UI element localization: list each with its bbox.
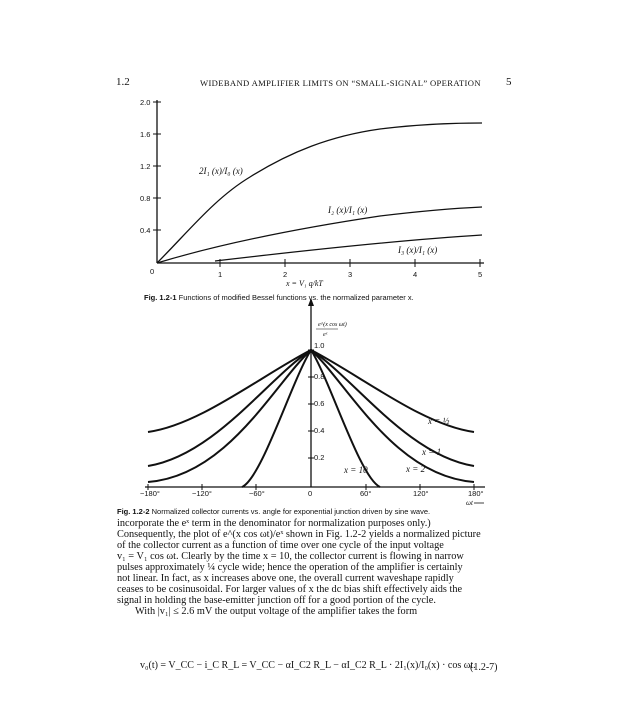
figure-1-plot [140, 98, 484, 288]
fig2-ytick-0.4: 0.4 [314, 426, 325, 435]
body-line: of the collector current as a function of time over one cycle of the input voltage [117, 540, 444, 551]
fig2-x-axis-label: ωt [466, 499, 473, 507]
label-x-10: x = 10 [344, 465, 368, 475]
fig2-xtick-120: 120° [413, 489, 429, 498]
page-number: 5 [506, 76, 512, 88]
fig2-xtick-60: 60° [360, 489, 372, 498]
figure-1-caption-text: Functions of modified Bessel functions vs. the normalized parameter x. [178, 293, 414, 302]
fig2-y-title-numerator: e^(x cos ωt) [318, 322, 347, 328]
fig2-ytick-0.8: 0.8 [314, 372, 325, 381]
running-header-title: WIDEBAND AMPLIFIER LIMITS ON “SMALL-SIGNAL” OPERATION [200, 78, 481, 88]
body-line: not linear. In fact, as x increases above one, the overall current waveshape rapidly [117, 573, 454, 584]
fig1-ytick-0.4: 0.4 [140, 226, 151, 235]
fig2-ytick-0.6: 0.6 [314, 399, 325, 408]
label-x-half: x = ½ [428, 416, 450, 426]
body-line: With |v₁| ≤ 2.6 mV the output voltage of the amplifier takes the form [135, 606, 418, 617]
fig2-y-title-denominator: eˣ [323, 332, 328, 338]
figure-2-plot [140, 298, 485, 507]
figure-2-caption [117, 507, 430, 516]
fig2-xtick-neg60: −60° [249, 489, 265, 498]
fig1-xtick-5: 5 [478, 270, 483, 279]
body-line: ceases to be cosinusoidal. For larger values of x the dc bias shift effectively aids the [117, 584, 463, 595]
fig1-x-axis-label: x = V₁ q/kT [286, 279, 323, 288]
fig1-xtick-4: 4 [413, 270, 418, 279]
label-I3-over-I1: I₃ (x)/I₁ (x) [398, 245, 438, 255]
fig1-ytick-2.0: 2.0 [140, 98, 151, 107]
fig1-xtick-3: 3 [348, 270, 353, 279]
body-line: Consequently, the plot of e^(x cos ωt)/eˣ shown in Fig. 1.2-2 yields a normalized picture [117, 529, 481, 540]
body-line: v₁ = V₁ cos ωt. Clearly by the time x = 10, the collector current is flowing in narrow [117, 551, 464, 562]
fig1-ytick-0.8: 0.8 [140, 194, 151, 203]
fig2-xtick-180: 180° [468, 489, 484, 498]
figure-1-caption-number: Fig. 1.2-1 [144, 293, 177, 302]
fig2-xtick-neg120: −120° [192, 489, 212, 498]
equation-number: (1.2-7) [470, 662, 498, 673]
fig1-xtick-1: 1 [218, 270, 223, 279]
label-I2-over-I1: I₂ (x)/I₁ (x) [328, 205, 368, 215]
fig2-xtick-neg180: −180° [140, 489, 160, 498]
curve-2I1-over-I0 [157, 123, 482, 263]
label-x-1: x = 1 [422, 447, 442, 457]
fig2-xtick-0: 0 [308, 489, 313, 498]
body-text [117, 518, 517, 617]
figure-2-caption-text: Normalized collector currents vs. angle for exponential junction driven by sine wave. [151, 507, 431, 516]
fig1-ytick-1.2: 1.2 [140, 162, 151, 171]
equation-output-voltage: v₀(t) = V_CC − i_C R_L = V_CC − αI_C2 R_L − αI_C2 R_L · 2I₁(x)/I₀(x) · cos ωt. [140, 660, 476, 671]
fig2-ytick-1.0: 1.0 [314, 341, 325, 350]
fig1-xtick-0: 0 [150, 267, 155, 276]
fig1-xtick-2: 2 [283, 270, 288, 279]
section-number: 1.2 [116, 76, 130, 88]
label-2I1-over-I0: 2I₁ (x)/I₀ (x) [199, 166, 243, 176]
figure-2-caption-number: Fig. 1.2-2 [117, 507, 150, 516]
label-x-2: x = 2 [406, 464, 426, 474]
fig2-ytick-0.2: 0.2 [314, 453, 325, 462]
body-line: pulses approximately ¼ cycle wide; hence the operation of the amplifier is certainly [117, 562, 463, 573]
figure-1-caption [144, 293, 414, 302]
fig1-ytick-1.6: 1.6 [140, 130, 151, 139]
body-line: signal in holding the base-emitter junction off for a good portion of the cycle. [117, 595, 436, 606]
curve-I3-over-I1 [215, 235, 482, 261]
body-line: incorporate the eˣ term in the denominator for normalization purposes only.) [117, 518, 431, 529]
